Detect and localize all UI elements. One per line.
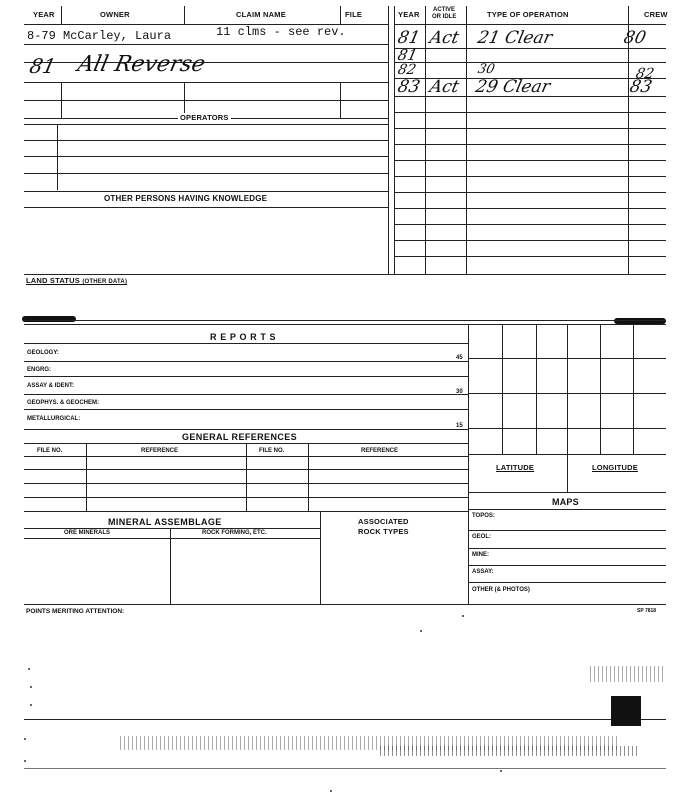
scale-30: 30	[456, 389, 463, 395]
divider	[567, 324, 568, 492]
op-year-1: 81	[395, 28, 422, 48]
scan-dot	[28, 668, 30, 670]
divider	[466, 6, 467, 274]
row-rule	[24, 343, 468, 344]
separator-blot	[22, 316, 76, 322]
row-rule	[24, 538, 320, 539]
points-heading: POINTS MERITING ATTENTION:	[26, 608, 125, 615]
row-rule	[468, 358, 666, 359]
scan-dot	[330, 790, 332, 792]
row-rule	[468, 454, 666, 455]
row-rule	[24, 124, 388, 125]
row-rule	[24, 156, 388, 157]
mineral-heading: MINERAL ASSEMBLAGE	[108, 517, 222, 527]
row-rule	[24, 44, 388, 45]
ore-minerals-header: ORE MINERALS	[64, 530, 111, 536]
op-status-1: Act	[427, 28, 461, 48]
divider	[308, 443, 309, 511]
scan-dot	[420, 630, 422, 632]
row-rule	[394, 256, 666, 257]
scan-line	[24, 719, 666, 720]
general-refs-heading: GENERAL REFERENCES	[182, 432, 298, 442]
col-active-header: ACTIVE	[433, 7, 456, 13]
scan-dot	[24, 760, 26, 762]
mine-label: MINE:	[472, 552, 489, 558]
divider	[340, 6, 341, 24]
op-type-1: 21 Clear	[475, 28, 554, 48]
reference-header-1: REFERENCE	[141, 448, 179, 454]
assay-label: ASSAY & IDENT:	[27, 383, 75, 389]
row-rule	[394, 144, 666, 145]
divider	[184, 6, 185, 24]
row-rule	[24, 376, 468, 377]
op-year-2: 81	[396, 46, 420, 64]
row-rule	[394, 192, 666, 193]
scan-line	[24, 768, 666, 769]
row-rule	[468, 509, 666, 510]
geol-label: GEOL:	[472, 534, 491, 540]
section-rule	[24, 320, 666, 321]
row-rule	[394, 176, 666, 177]
row-rule	[394, 224, 666, 225]
claim-row-1: 11 clms - see rev.	[216, 25, 346, 39]
land-status-sub: (OTHER DATA)	[82, 279, 128, 285]
scale-45: 45	[456, 355, 463, 361]
row-rule	[24, 528, 320, 529]
divider	[468, 324, 469, 604]
op-type-3: 30	[476, 62, 497, 77]
col-crew-header: CREW	[644, 10, 668, 19]
col-year-header: YEAR	[33, 10, 55, 19]
reports-heading: R E P O R T S	[210, 332, 277, 342]
row-rule	[394, 62, 666, 63]
op-crew-3: 82	[634, 66, 656, 82]
row-rule	[24, 429, 468, 430]
row-rule	[24, 191, 388, 192]
row-rule	[468, 428, 666, 429]
reference-header-2: REFERENCE	[361, 448, 399, 454]
file-no-header-1: FILE NO.	[37, 448, 63, 454]
scale-15: 15	[456, 423, 463, 429]
scan-dot	[30, 686, 32, 688]
op-type-4: 29 Clear	[473, 77, 552, 97]
scan-dot	[24, 738, 26, 740]
row-rule	[24, 100, 388, 101]
longitude-label: LONGITUDE	[592, 463, 638, 472]
row-rule	[24, 173, 388, 174]
row-rule	[394, 96, 666, 97]
divider	[394, 6, 395, 274]
row-rule	[24, 207, 388, 208]
other-persons-heading: OTHER PERSONS HAVING KNOWLEDGE	[104, 194, 268, 203]
divider	[388, 6, 389, 274]
row-rule	[394, 48, 666, 49]
scan-dot	[500, 770, 502, 772]
op-year-4: 83	[395, 77, 422, 97]
col-year2-header: YEAR	[398, 10, 420, 19]
section-rule	[24, 324, 666, 325]
land-status-label: LAND STATUS	[26, 276, 81, 285]
row-rule	[394, 240, 666, 241]
divider	[320, 511, 321, 604]
row-rule	[24, 511, 468, 512]
rock-forming-header: ROCK FORMING, ETC.	[202, 530, 267, 536]
col-file-header: FILE	[345, 10, 363, 19]
divider	[246, 443, 247, 511]
row-rule	[24, 274, 666, 275]
divider	[600, 324, 601, 454]
col-owner-header: OWNER	[100, 10, 130, 19]
other-photos-label: OTHER (& PHOTOS)	[472, 587, 530, 593]
scan-noise	[380, 746, 640, 756]
op-crew-1: 80	[621, 28, 648, 48]
engrg-label: ENGRG:	[27, 367, 51, 373]
metallurgical-label: METALLURGICAL:	[27, 416, 81, 422]
col-claim-name-header: CLAIM NAME	[236, 10, 286, 19]
divider	[57, 124, 58, 190]
op-year-3: 82	[396, 62, 418, 78]
land-status-heading	[26, 276, 127, 285]
form-number: SP 7818	[637, 608, 657, 614]
section-rule	[24, 604, 666, 605]
col-type-op-header: TYPE OF OPERATION	[487, 10, 569, 19]
geophys-label: GEOPHYS. & GEOCHEM:	[27, 400, 100, 406]
row-rule	[394, 160, 666, 161]
row-rule	[24, 361, 468, 362]
scan-dot	[462, 615, 464, 617]
divider	[502, 324, 503, 454]
divider	[340, 82, 341, 118]
row-rule	[24, 140, 388, 141]
op-crew-4: 83	[627, 77, 654, 97]
row-rule	[468, 565, 666, 566]
divider	[86, 443, 87, 511]
divider	[633, 324, 634, 454]
row-rule	[468, 530, 666, 531]
associated-heading: ASSOCIATED	[358, 517, 409, 526]
row-rule	[468, 393, 666, 394]
file-no-header-2: FILE NO.	[259, 448, 285, 454]
row-rule	[394, 128, 666, 129]
col-idle-header: OR IDLE	[432, 14, 457, 20]
divider	[61, 82, 62, 118]
header-rule-right	[394, 24, 666, 25]
row-rule	[394, 208, 666, 209]
rock-types-heading: ROCK TYPES	[358, 527, 409, 536]
divider	[61, 6, 62, 24]
row-rule	[394, 112, 666, 113]
maps-heading: MAPS	[552, 497, 579, 507]
row-rule	[468, 582, 666, 583]
owner-row-1: 8-79 McCarley, Laura	[27, 29, 172, 43]
row-rule	[24, 394, 468, 395]
scan-dot	[30, 704, 32, 706]
divider	[536, 324, 537, 454]
scan-blot	[611, 696, 641, 726]
geology-label: GEOLOGY:	[27, 350, 59, 356]
assay-map-label: ASSAY:	[472, 569, 494, 575]
handwritten-year: 81	[27, 54, 59, 78]
op-status-4: Act	[427, 77, 461, 97]
divider	[425, 6, 426, 274]
operators-heading: OPERATORS	[180, 113, 229, 122]
row-rule	[24, 82, 388, 83]
row-rule	[468, 492, 666, 493]
topos-label: TOPOS:	[472, 513, 495, 519]
handwritten-all-reverse: All Reverse	[75, 52, 208, 77]
divider	[170, 528, 171, 604]
row-rule	[468, 548, 666, 549]
scan-noise	[590, 666, 666, 682]
latitude-label: LATITUDE	[496, 463, 535, 472]
row-rule	[24, 409, 468, 410]
